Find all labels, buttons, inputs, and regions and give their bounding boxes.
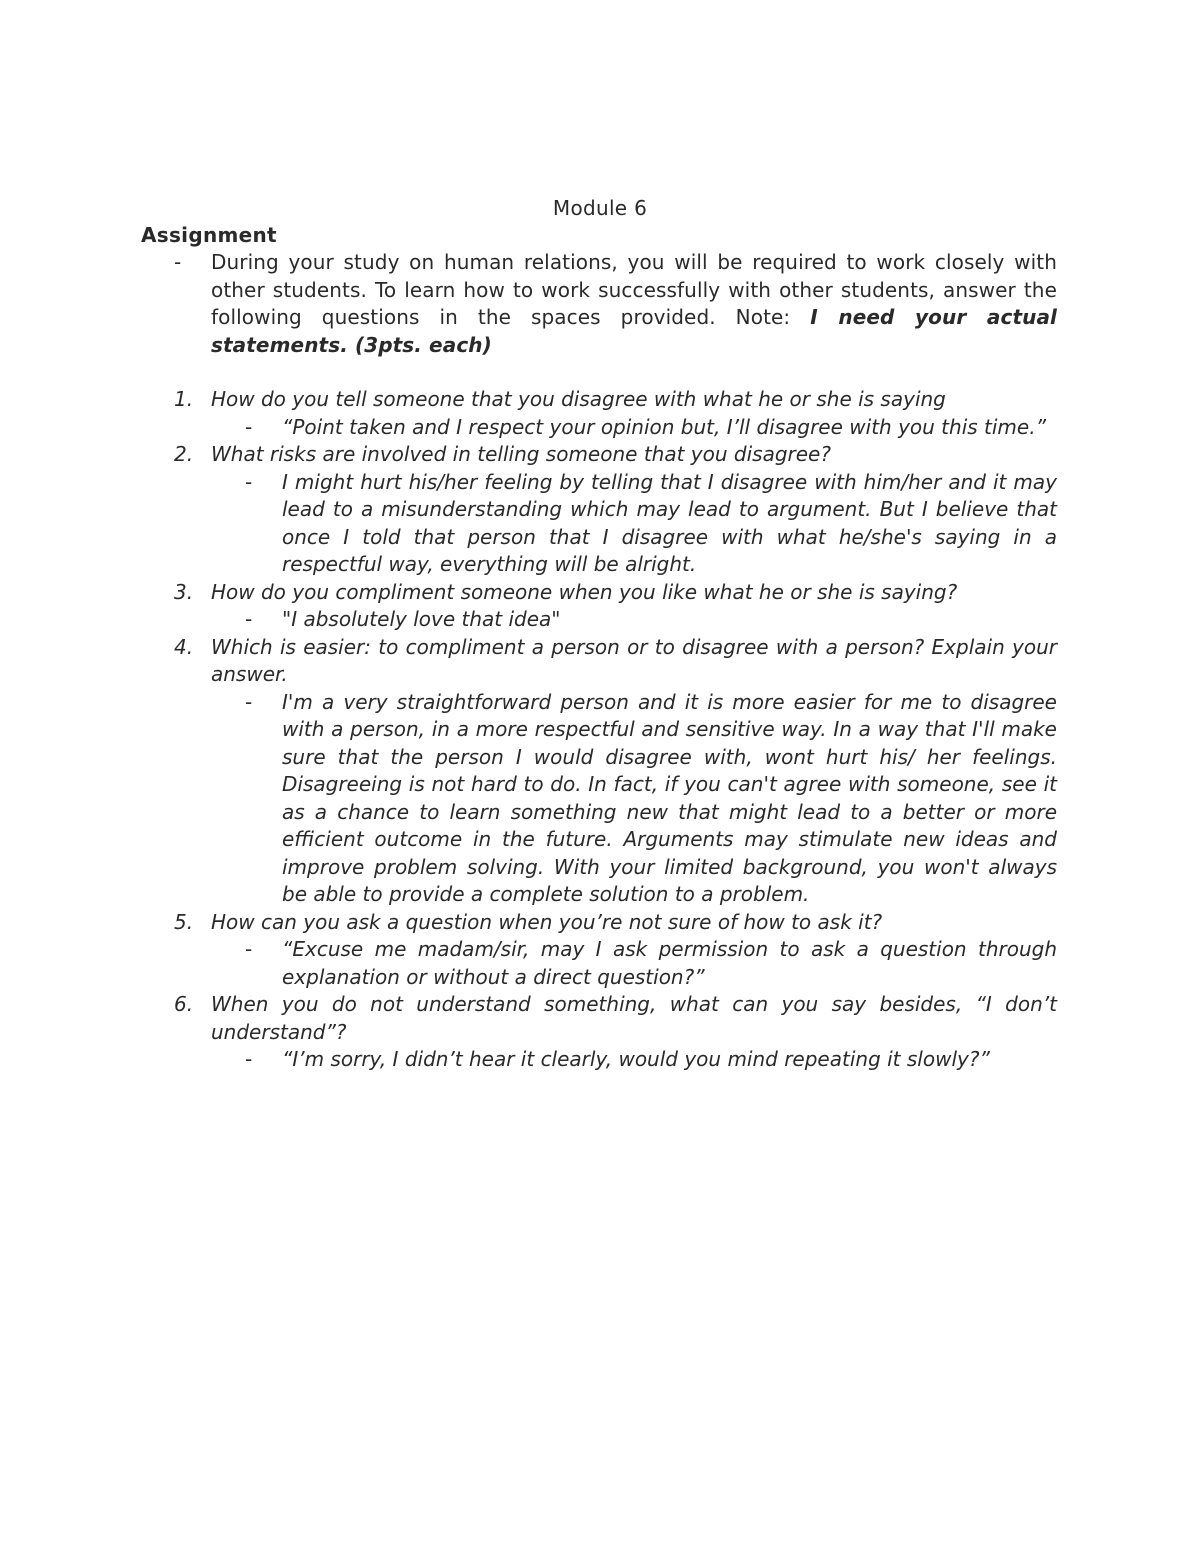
question-text: How can you ask a question when you’re not sure of how to ask it? [211,909,883,934]
answer-bullet: - [245,937,253,961]
list-item [174,634,1057,909]
list-item [174,441,1057,579]
answer-text: “Excuse me madam/sir, may I ask permission to ask a question through explanation or without a direct question?” [282,937,1057,989]
intro-text-block [211,249,1057,359]
answer-text: “Point taken and I respect your opinion but, I’ll disagree with you this time.” [282,414,1046,439]
answer-block [245,689,1057,909]
answer-text: I'm a very straightforward person and it is more easier for me to disagree with a person, in a more respectful and sensitive way. In a way that I'll make sure that the person I would disagree with, wont hurt his/ her feelings. Disagreeing is not hard to do. In fact, if you can't agree with someone, see it as a chance to learn something new that might lead to a better or more efficient outcome in the future. Arguments may stimulate new ideas and improve problem solving. With your limited background, you won't always be able to provide a complete solution to a problem. [282,689,1057,906]
answer-bullet: - [245,689,253,714]
answer-bullet: - [245,469,253,494]
intro-bullet: - [174,250,182,274]
question-text: What risks are involved in telling someone that you disagree? [211,442,831,466]
answer-block [245,606,1057,634]
answer-block [245,1046,1057,1074]
list-item [174,386,1057,441]
list-item [174,909,1057,992]
list-item [174,579,1057,634]
page-title: Module 6 [552,196,648,220]
intro-text: During your study on human relations, you will be required to work closely with other students. To learn how to work successfully with other students, answer the following questions in the spaces provided. Note: [211,250,1057,329]
question-number: 6. [174,992,194,1016]
answer-bullet: - [245,414,253,439]
question-number: 4. [174,634,194,659]
intro-paragraph [174,249,1057,359]
question-number: 1. [174,387,194,411]
list-item [174,991,1057,1074]
answer-bullet: - [245,607,253,631]
answer-block [245,414,1057,442]
question-list [174,386,1057,1074]
answer-text: “I’m sorry, I didn’t hear it clearly, would you mind repeating it slowly?” [282,1047,990,1071]
question-number: 2. [174,442,194,466]
question-number: 3. [174,579,194,604]
answer-block [245,469,1057,579]
intro-emphasis: I need your actual statements. (3pts. each) [211,305,1057,357]
question-text: Which is easier: to compliment a person or to disagree with a person? Explain your answer. [211,634,1057,686]
question-text: How do you compliment someone when you like what he or she is saying? [211,579,958,604]
question-text: When you do not understand something, what can you say besides, “I don’t understand”? [211,992,1057,1044]
answer-block [245,936,1057,991]
answer-text: "I absolutely love that idea" [282,607,561,631]
answer-bullet: - [245,1047,253,1071]
question-text: How do you tell someone that you disagree with what he or she is saying [211,387,946,411]
answer-text: I might hurt his/her feeling by telling that I disagree with him/her and it may lead to a misunderstanding which may lead to argument. But I believe that once I told that person that I disagree with what he/she's saying in a respectful way, everything will be alright. [282,469,1057,576]
section-heading: Assignment [141,223,277,247]
question-number: 5. [174,909,194,934]
